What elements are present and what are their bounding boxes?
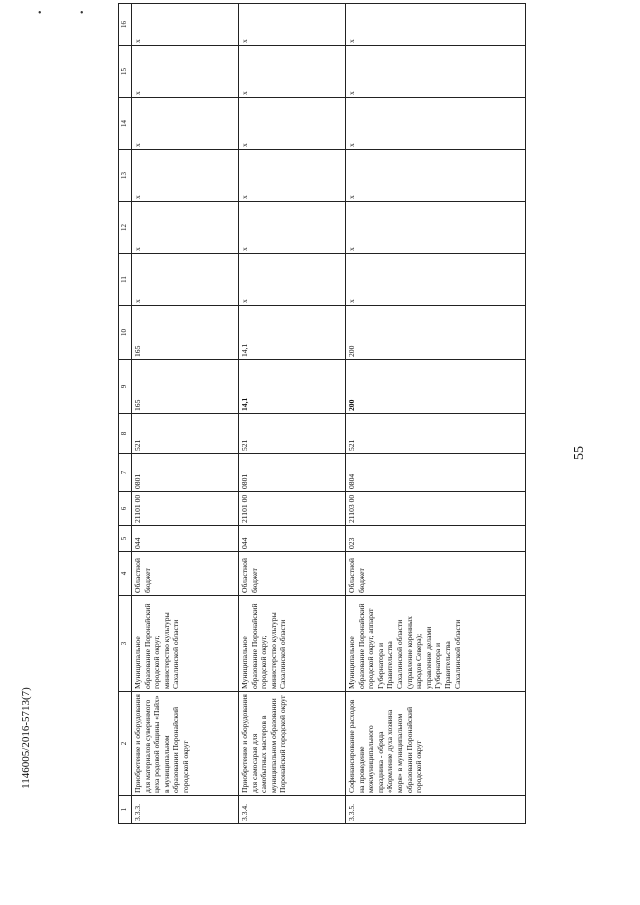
cell-c7: 0804 [346, 454, 526, 492]
cell-c11: x [239, 254, 346, 306]
activity-name: Софинансирование расходов на проведение межмуниципального праздника - обряда «Кормление духа хозяина моря» в муниципальном образовании Поронайский городской округ [346, 692, 526, 796]
cell-c6: 21103 00 [346, 492, 526, 526]
cell-c8: 521 [346, 414, 526, 454]
cell-c7: 0801 [132, 454, 239, 492]
col-header-6: 6 [119, 492, 132, 526]
cell-c15: x [132, 46, 239, 98]
cell-c9: 14,1 [239, 360, 346, 414]
cell-c6: 21101 00 [239, 492, 346, 526]
col-header-5: 5 [119, 526, 132, 552]
cell-c5: 044 [239, 526, 346, 552]
table-row [346, 4, 526, 824]
row-number: 3.3.3. [132, 796, 239, 824]
cell-c6: 21101 00 [132, 492, 239, 526]
col-header-9: 9 [119, 360, 132, 414]
cell-c14: x [132, 98, 239, 150]
activity-name: Приобретение и оборудования для самосарая для самобытных мастеров в муниципальном образовании Поронайский городской округ [239, 692, 346, 796]
cell-c15: x [346, 46, 526, 98]
col-header-4: 4 [119, 552, 132, 596]
col-header-7: 7 [119, 454, 132, 492]
cell-c13: x [239, 150, 346, 202]
cell-c11: x [346, 254, 526, 306]
cell-c12: x [239, 202, 346, 254]
cell-c12: x [346, 202, 526, 254]
cell-c11: x [132, 254, 239, 306]
executor: Муниципальное образование Поронайский городской округ, министерство культуры Сахалинской области [132, 596, 239, 692]
cell-c8: 521 [132, 414, 239, 454]
executor: Муниципальное образование Поронайский городской округ, министерство культуры Сахалинской области [239, 596, 346, 692]
col-header-14: 14 [119, 98, 132, 150]
cell-c9: 200 [346, 360, 526, 414]
cell-c9: 165 [132, 360, 239, 414]
cell-c14: x [239, 98, 346, 150]
col-header-2: 2 [119, 692, 132, 796]
cell-c7: 0801 [239, 454, 346, 492]
cell-c16: x [346, 4, 526, 46]
cell-c12: x [132, 202, 239, 254]
activity-name: Приобретение и оборудования для материалов суверинмого цеха родовой общины «Пайх» в муниципальном образовании Поронайский городской округ [132, 692, 239, 796]
col-header-10: 10 [119, 306, 132, 360]
cell-c8: 521 [239, 414, 346, 454]
col-header-15: 15 [119, 46, 132, 98]
cell-c16: x [239, 4, 346, 46]
rotated-table-area [118, 21, 470, 824]
cell-c5: 023 [346, 526, 526, 552]
col-header-13: 13 [119, 150, 132, 202]
page-number: 55 [572, 446, 587, 460]
funding-source: Областной бюджет [239, 552, 346, 596]
cell-c13: x [346, 150, 526, 202]
funding-source: Областной бюджет [132, 552, 239, 596]
cell-c16: x [132, 4, 239, 46]
row-number: 3.3.5. [346, 796, 526, 824]
cell-c14: x [346, 98, 526, 150]
budget-table [118, 3, 526, 824]
col-header-11: 11 [119, 254, 132, 306]
cell-c10: 200 [346, 306, 526, 360]
header-row [119, 4, 132, 824]
rotated-table-inner [118, 21, 470, 824]
cell-c10: 14,1 [239, 306, 346, 360]
document-code: 1146005/2016-5713(7) [20, 687, 32, 789]
funding-source: Областной бюджет [346, 552, 526, 596]
col-header-3: 3 [119, 596, 132, 692]
table-row [239, 4, 346, 824]
cell-c15: x [239, 46, 346, 98]
cell-c5: 044 [132, 526, 239, 552]
table-row [132, 4, 239, 824]
col-header-16: 16 [119, 4, 132, 46]
cell-c10: 165 [132, 306, 239, 360]
col-header-12: 12 [119, 202, 132, 254]
col-header-8: 8 [119, 414, 132, 454]
col-header-1: 1 [119, 796, 132, 824]
scan-specks: • • [38, 8, 102, 19]
row-number: 3.3.4. [239, 796, 346, 824]
executor: Муниципальное образование Поронайский городской округ, аппарат Губернатора и Правительства Сахалинской области (управление коренных народов Севера); управление делами Губернатора и Правительства Сахалинской области [346, 596, 526, 692]
cell-c13: x [132, 150, 239, 202]
